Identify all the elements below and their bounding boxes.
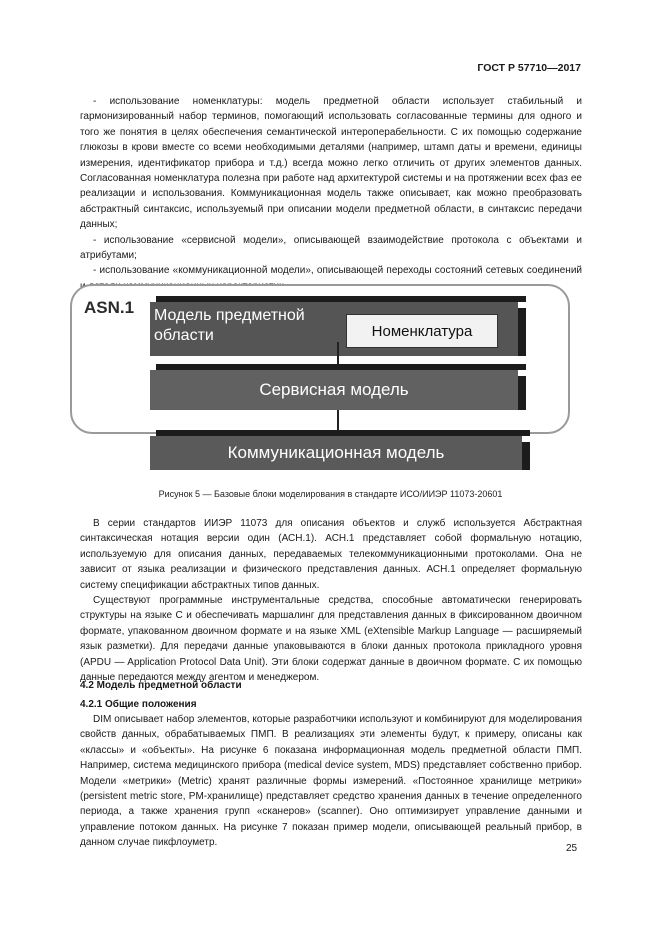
figure-5-diagram [62,284,570,476]
asn1-description [80,516,582,685]
section-4-2-1-body [80,712,582,851]
page-number: 25 [566,843,578,854]
domain-model-block [150,302,518,356]
figure-caption: Рисунок 5 — Базовые блоки моделирования в стандарте ИСО/ИИЭР 11073-20601 [158,489,503,499]
document-standard-header: ГОСТ Р 57710—2017 [477,62,581,74]
paragraph-tools: Существуют программные инструментальные средства, способные автоматически генерировать структуры на языке С и обеспечивать маршалинг для представления данных в фиксированном двоичном формате, упакованном двоичном формате и на языке XML (eXtensible Markup Language — расширяемый язык разметки). Для передачи данные упаковываются в блоки данных протокола прикладного уровня (APDU — Application Protocol Data Unit). Эти блоки содержат данные в двоичном формате. С их помощью данные передаются между агентом и менеджером. [80,595,582,684]
intro-list [80,94,582,294]
asn1-label: ASN.1 [84,298,135,317]
paragraph-dim: DIM описывает набор элементов, которые разработчики используют и комбинируют для моделирования свойств данных, обрабатываемых ПМП. В реализациях эти элементы будут, к примеру, описаны как «классы» и «объекты». На рисунке 6 показана информационная модель предметной области ПМП. Например, система медицинского прибора (medical device system, MDS) представляет собственно прибор. Модели «метрики» (Metric) хранят различные формы измерений. «Постоянное хранилище метрики» (persistent metric store, PM-хранилище) представляет средство хранения данных в течение определенного периода, а также хранения групп «сканеров» (scanner). Оно оптимизирует управление данными и управление потоком данных. На рисунке 7 показан пример модели, описывающей реальный прибор, в данном случае пикфлоуметр. [80,714,582,849]
list-item-service-model: - использование «сервисной модели», описывающей взаимодействие протокола с объектами и атрибутами; [80,234,582,262]
nomenclature-box: Номенклатура [346,314,498,348]
domain-model-label: Модель предметной области [154,307,305,344]
section-heading-4-2: 4.2 Модель предметной области [80,680,242,691]
section-heading-4-2-1: 4.2.1 Общие положения [80,699,197,710]
communication-model-label: Коммуникационная модель [150,436,522,470]
paragraph-asn1: В серии стандартов ИИЭР 11073 для описания объектов и служб используется Абстрактная синтаксическая нотация версии один (АСН.1). АСН.1 представляет собой формальную нотацию, используемую для описания данных, передаваемых телекоммуникационными протоколами. Она не зависит от языка реализации и физического представления данных. АСН.1 определяет формальную систему спецификации абстрактных типов данных. [80,518,582,591]
communication-model-block [150,436,522,470]
list-item-communication-model: - использование «коммуникационной модели», описывающей переходы состояний сетевых соединений [93,265,582,277]
list-item-nomenclature: - использование номенклатуры: модель предметной области использует стабильный и гармонизированный набор терминов, помогающий использовать согласованные термины для одного и того же понятия в целях обеспечения семантической интероперабельности. С их помощью содержание глюкозы в крови вместе со всеми необходимыми деталями (например, штамп даты и времени, единицы измерения, идентификатор прибора и т.д.) всегда можно легко отличить от других элементов данных. Согласованная номенклатура полезна при работе над архитектурой системы и на протяжении всех фаз ее реализации и использования. Коммуникационная модель также описывает, как можно преобразовать абстрактный синтаксис, используемый при описании модели предметной области, в синтаксис передачи данных; [80,96,582,231]
service-model-label: Сервисная модель [150,370,518,410]
service-model-block [150,370,518,410]
